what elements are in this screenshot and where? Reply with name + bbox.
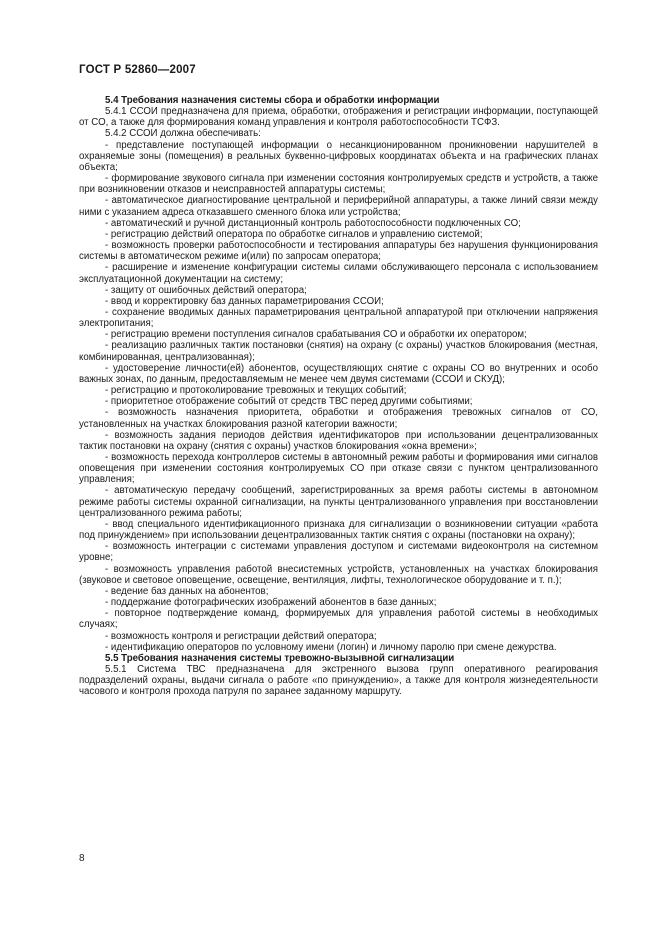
list-item: - автоматический и ручной дистанционный контроль работоспособности подключенных СО; <box>105 217 521 229</box>
list-item: - регистрацию времени поступления сигналов срабатывания СО и обработки их оператором; <box>105 329 527 341</box>
paragraph: 5.5.1 Система ТВС предназначена для экстренного вызова групп оперативного реагирования подразделений охраны, выдачи сигнала о работе «по принуждению», а также для контроля жизнедеятельности часового и контроля прохода патруля по заранее заданному маршруту. <box>79 663 598 698</box>
list-item: - удостоверение личности(ей) абонентов, осуществляющих снятие с охраны СО во внутренних и особо важных зонах, по данным, предоставляемым не менее чем двумя системами (ССОИ и СКУД); <box>79 362 598 385</box>
list-item: - сохранение вводимых данных параметрирования центральной аппаратурой при отключении напряжения электропитания; <box>79 306 598 330</box>
list-item: - регистрацию действий оператора по обработке сигналов и управлению системой; <box>105 228 483 240</box>
list-item: - возможность задания периодов действия идентификаторов при использовании децентрализованных тактик постановки на охрану (снятия с охраны) участков блокирования «окна времени»; <box>79 429 598 452</box>
list-item: - формирование звукового сигнала при изменении состояния контролируемых средств и устройств, а также при возникновении отказов и неисправностей аппаратуры системы; <box>79 173 598 196</box>
list-item: - ввод специального идентификационного признака для сигнализации о возникновении ситуации «работа под принуждением» при использовании децентрализованных тактик снятия с охраны (постановки на охрану); <box>79 518 598 542</box>
list-item: - возможность управления работой внесистемных устройств, установленных на участках блокирования (звуковое и световое оповещение, освещение, вентиляция, лифты, технологическое оборудование и т. п.); <box>79 563 598 586</box>
list-item: - идентификацию операторов по условному имени (логин) и личному паролю при смене дежурства. <box>105 641 557 653</box>
list-item: - возможность назначения приоритета, обработки и отображения тревожных сигналов от СО, установленных на участках блокирования разной категории важности; <box>79 407 598 430</box>
list-item: - ввод и корректировку баз данных параметрирования ССОИ; <box>105 295 384 307</box>
list-item: - автоматическое диагностирование центральной и периферийной аппаратуры, а также линий связи между ними с указанием адреса отказавшего сменного блока или устройства; <box>79 195 598 218</box>
list-item: - расширение и изменение конфигурации системы силами обслуживающего персонала с использованием эксплуатационной документации на систему; <box>79 262 598 285</box>
paragraph: 5.4.1 ССОИ предназначена для приема, обработки, отображения и регистрации информации, поступающей от СО, а также для формирования команд управления и контроля работоспособности ТСФЗ. <box>79 106 598 129</box>
page-number: 8 <box>79 853 85 864</box>
list-item: - регистрацию и протоколирование тревожных и текущих событий; <box>105 385 407 397</box>
standard-header: ГОСТ Р 52860—2007 <box>79 64 196 76</box>
document-body <box>79 95 598 697</box>
list-item: - реализацию различных тактик постановки (снятия) на охрану (с охраны) участков блокирования (местная, комбинированная, централизованная); <box>79 340 598 363</box>
section-heading: 5.4 Требования назначения системы сбора и обработки информации <box>105 95 440 106</box>
section-heading: 5.5 Требования назначения системы тревожно-вызывной сигнализации <box>105 652 455 664</box>
list-item: - возможность контроля и регистрации действий оператора; <box>105 630 377 642</box>
list-item: - автоматическую передачу сообщений, зарегистрированных за время работы системы в автономном режиме работы системы охранной сигнализации, на пункты централизованного управления при восстановлении централизованного режима работы; <box>79 485 598 519</box>
list-item: - возможность перехода контроллеров системы в автономный режим работы и формирования ими сигналов оповещения при изменении состояния контролируемых СО при отказе связи с пунктом централизованного управления; <box>79 452 598 486</box>
list-item: - ведение баз данных на абонентов; <box>105 585 269 597</box>
list-item: - возможность интеграции с системами управления доступом и системами видеоконтроля на системном уровне; <box>79 541 598 564</box>
list-item: - повторное подтверждение команд, формируемых для управления работой системы в необходимых случаях; <box>79 608 598 631</box>
list-item: - представление поступающей информации о несанкционированном проникновении нарушителей в охраняемые зоны (помещения) в реальных буквенно-цифровых координатах объекта и на графических планах объекта; <box>79 139 598 173</box>
list-item: - приоритетное отображение событий от средств ТВС перед другими событиями; <box>105 396 473 408</box>
paragraph: 5.4.2 ССОИ должна обеспечивать: <box>105 128 261 140</box>
list-item: - защиту от ошибочных действий оператора; <box>105 284 307 296</box>
list-item: - поддержание фотографических изображений абонентов в базе данных; <box>105 597 437 609</box>
list-item: - возможность проверки работоспособности и тестирования аппаратуры без нарушения функционирования системы в автоматическом режиме и(или) по запросам оператора; <box>79 240 598 263</box>
